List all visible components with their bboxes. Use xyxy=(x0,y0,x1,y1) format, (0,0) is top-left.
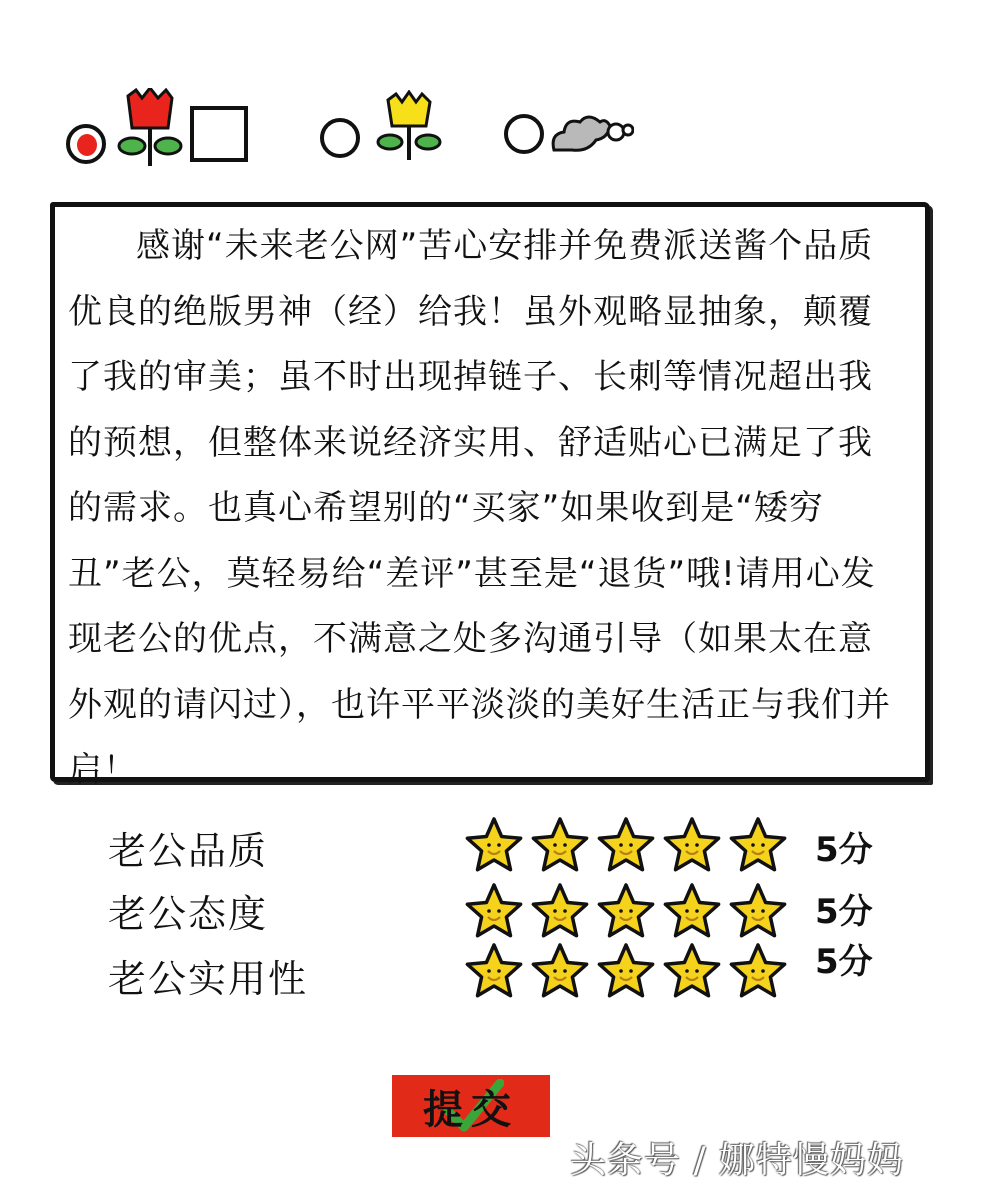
star-icon[interactable] xyxy=(665,819,718,870)
criterion-label-practicality: 老公实用性 xyxy=(108,957,309,1001)
submit-label: 提交 xyxy=(423,1086,519,1133)
score-attitude: 5分 xyxy=(815,892,873,932)
grey-cloud-icon xyxy=(548,110,634,158)
rating-option-grey-cloud[interactable] xyxy=(502,88,642,178)
radio-unselected[interactable] xyxy=(320,118,360,158)
star-icon[interactable] xyxy=(467,945,520,996)
score-quality: 5分 xyxy=(815,830,873,870)
red-flower-icon xyxy=(116,88,186,168)
star-icon[interactable] xyxy=(665,885,718,936)
star-icon[interactable] xyxy=(731,885,784,936)
star-icon[interactable] xyxy=(533,885,586,936)
review-text: 感谢“未来老公网”苦心安排并免费派送酱个品质优良的绝版男神（经）给我！虽外观略显抽象，颠覆了我的审美；虽不时出现掉链子、长刺等情况超出我的预想，但整体来说经济实用、舒适贴心已满足了我的需求。也真心希望别的“买家”如果收到是“矮穷丑”老公，莫轻易给“差评”甚至是“退货”哦!请用心发现老公的优点，不满意之处多沟通引导（如果太在意外观的请闪过），也许平平淡淡的美好生活正与我们并启！ xyxy=(68,226,891,790)
score-practicality: 5分 xyxy=(815,942,873,982)
star-icon[interactable] xyxy=(599,945,652,996)
yellow-flower-icon xyxy=(374,90,444,162)
submit-button[interactable] xyxy=(392,1075,550,1137)
star-icon[interactable] xyxy=(467,885,520,936)
rating-option-red-flower[interactable] xyxy=(62,88,262,178)
watermark: 头条号 / 娜特慢妈妈 xyxy=(570,1140,905,1181)
star-icon[interactable] xyxy=(731,819,784,870)
star-icon[interactable] xyxy=(599,885,652,936)
star-icon[interactable] xyxy=(467,819,520,870)
star-rating-attitude[interactable] xyxy=(462,880,802,940)
radio-unselected[interactable] xyxy=(504,114,544,154)
star-rating-practicality[interactable] xyxy=(462,940,802,1000)
rating-option-yellow-flower[interactable] xyxy=(318,88,458,178)
star-rating-quality[interactable] xyxy=(462,814,802,874)
rating-checkbox[interactable] xyxy=(190,106,248,162)
criterion-label-attitude: 老公态度 xyxy=(108,892,269,936)
star-icon[interactable] xyxy=(599,819,652,870)
star-icon[interactable] xyxy=(533,819,586,870)
radio-selected[interactable] xyxy=(66,124,106,164)
criterion-label-quality: 老公品质 xyxy=(108,829,269,873)
star-icon[interactable] xyxy=(533,945,586,996)
star-icon[interactable] xyxy=(665,945,718,996)
star-icon[interactable] xyxy=(731,945,784,996)
